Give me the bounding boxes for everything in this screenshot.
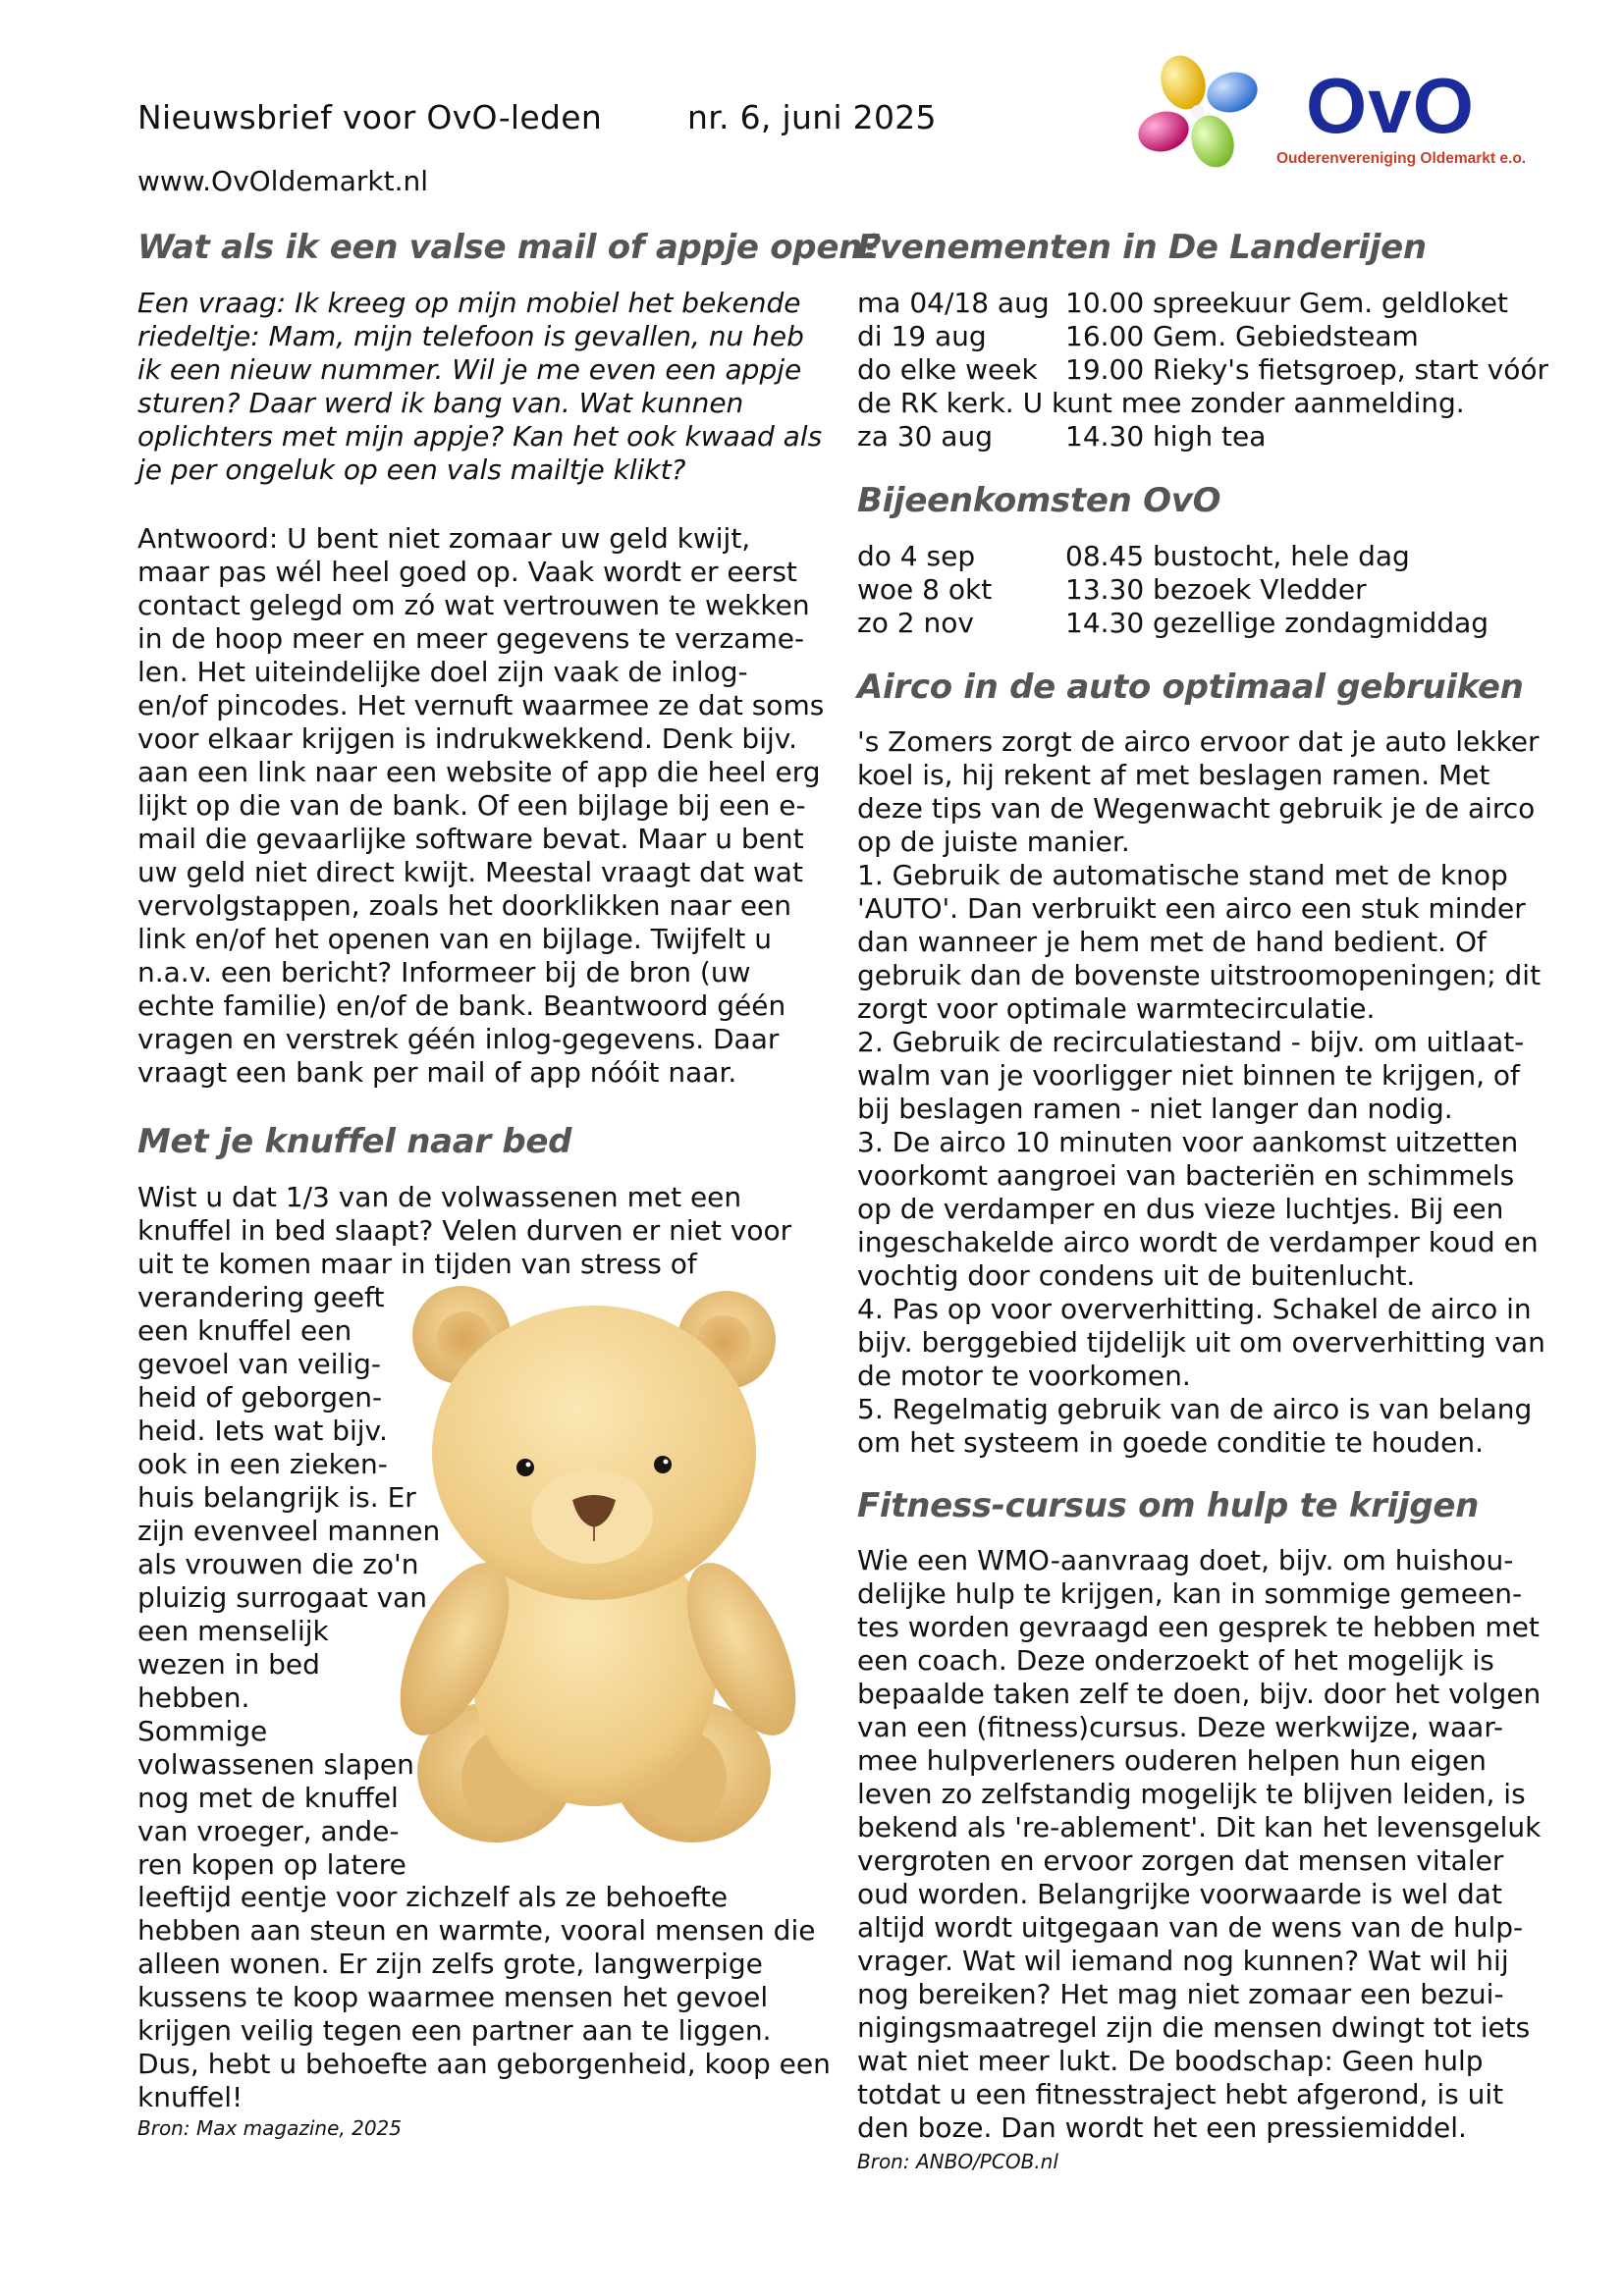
event-date: ma 04/18 aug xyxy=(857,287,1050,319)
event-date: do elke week xyxy=(857,353,1038,386)
text-line: heid of geborgen- xyxy=(137,1381,383,1414)
text-line: ren kopen op latere xyxy=(137,1848,406,1881)
text-line: uw geld niet direct kwijt. Meestal vraagt dat wat xyxy=(137,856,803,888)
ovo-logo-text: OvO xyxy=(1306,62,1475,149)
event-description: 14.30 high tea xyxy=(1065,420,1267,453)
heading-knuffel: Met je knuffel naar bed xyxy=(137,1122,572,1161)
text-line: vergroten en ervoor zorgen dat mensen vitaler xyxy=(857,1844,1504,1877)
text-line: pluizig surrogaat van xyxy=(137,1581,428,1614)
meeting-description: 13.30 bezoek Vledder xyxy=(1065,573,1367,606)
text-line: n.a.v. een bericht? Informeer bij de bron (uw xyxy=(137,956,751,988)
event-row xyxy=(857,353,1548,387)
text-line: wezen in bed xyxy=(137,1648,320,1681)
fake-mail-question xyxy=(137,287,822,487)
text-line: vrager. Wat wil iemand nog kunnen? Wat wil hij xyxy=(857,1945,1509,1977)
text-line: 3. De airco 10 minuten voor aankomst uitzetten xyxy=(857,1126,1519,1158)
meeting-date: woe 8 okt xyxy=(857,573,993,606)
text-line: 4. Pas op voor oververhitting. Schakel de airco in xyxy=(857,1293,1532,1325)
text-line: volwassenen slapen xyxy=(137,1748,414,1781)
fake-mail-answer xyxy=(137,522,824,1090)
event-row xyxy=(857,320,1548,353)
text-line: deze tips van de Wegenwacht gebruik je de airco xyxy=(857,792,1536,825)
text-line: 5. Regelmatig gebruik van de airco is van belang xyxy=(857,1393,1533,1425)
newsletter-title: Nieuwsbrief voor OvO-leden xyxy=(137,98,603,136)
text-line: oplichters met mijn appje? Kan het ook kwaad als xyxy=(137,420,823,453)
issue-number: nr. 6, juni 2025 xyxy=(687,98,937,136)
text-line: je per ongeluk op een vals mailtje klikt? xyxy=(137,454,686,486)
text-line: de motor te voorkomen. xyxy=(857,1360,1191,1392)
text-line: hebben aan steun en warmte, vooral mensen die xyxy=(137,1914,816,1947)
event-continuation: de RK kerk. U kunt mee zonder aanmelding. xyxy=(857,387,1465,419)
event-description: 16.00 Gem. Gebiedsteam xyxy=(1065,320,1419,352)
text-line: verandering geeft xyxy=(137,1281,385,1313)
text-line: koel is, hij rekent af met beslagen ramen. Met xyxy=(857,759,1490,791)
text-line: als vrouwen die zo'n xyxy=(137,1548,419,1580)
text-line: huis belangrijk is. Er xyxy=(137,1481,416,1514)
text-line: alleen wonen. Er zijn zelfs grote, langwerpige xyxy=(137,1948,763,1980)
text-line: knuffel! xyxy=(137,2081,244,2113)
event-date: za 30 aug xyxy=(857,420,993,453)
text-line: nigingsmaatregel zijn die mensen dwingt tot iets xyxy=(857,2011,1531,2044)
text-line: krijgen veilig tegen een partner aan te liggen. xyxy=(137,2014,772,2047)
heading-meetings-ovo: Bijeenkomsten OvO xyxy=(857,481,1221,520)
text-line: riedeltje: Mam, mijn telefoon is gevallen, nu heb xyxy=(137,320,804,352)
text-line: altijd wordt uitgegaan van de wens van de hulp- xyxy=(857,1911,1524,1944)
text-line: knuffel in bed slaapt? Velen durven er niet voor xyxy=(137,1214,792,1247)
fitness-source: Bron: ANBO/PCOB.nl xyxy=(857,2150,1058,2173)
text-line: den boze. Dan wordt het een pressiemiddel. xyxy=(857,2111,1467,2144)
text-line: zijn evenveel mannen xyxy=(137,1515,441,1547)
text-line: Wist u dat 1/3 van de volwassenen met een xyxy=(137,1181,742,1213)
meeting-description: 08.45 bustocht, hele dag xyxy=(1065,540,1410,572)
event-row xyxy=(857,420,1548,454)
text-line: nog met de knuffel xyxy=(137,1782,399,1814)
ovo-flower-logo xyxy=(1129,51,1267,174)
knuffel-closing xyxy=(137,1881,831,2114)
meeting-row xyxy=(857,573,1489,607)
event-row xyxy=(857,287,1548,320)
text-line: van vroeger, ande- xyxy=(137,1815,400,1847)
text-line: voorkomt aangroei van bacteriën en schimmels xyxy=(857,1159,1515,1192)
text-line: heid. Iets wat bijv. xyxy=(137,1415,388,1447)
text-line: een knuffel een xyxy=(137,1314,352,1347)
text-line: van een (fitness)cursus. Deze werkwijze, waar- xyxy=(857,1711,1504,1743)
text-line: Wie een WMO-aanvraag doet, bijv. om huishou- xyxy=(857,1544,1514,1576)
text-line: 1. Gebruik de automatische stand met de knop xyxy=(857,859,1508,891)
text-line: ik een nieuw nummer. Wil je me even een appje xyxy=(137,353,802,386)
text-line: tes worden gevraagd een gesprek te hebben met xyxy=(857,1611,1540,1643)
text-line: walm van je voorligger niet binnen te krijgen, of xyxy=(857,1059,1520,1092)
text-line: en/of pincodes. Het vernuft waarmee ze dat soms xyxy=(137,689,825,721)
text-line: 'AUTO'. Dan verbruikt een airco een stuk minder xyxy=(857,892,1526,925)
text-line: een coach. Deze onderzoekt of het mogelijk is xyxy=(857,1644,1494,1677)
heading-fitness: Fitness-cursus om hulp te krijgen xyxy=(857,1486,1480,1525)
text-line: ingeschakelde airco wordt de verdamper koud en xyxy=(857,1226,1539,1258)
text-line: vraagt een bank per mail of app nóóit naar. xyxy=(137,1056,737,1089)
text-line: sturen? Daar werd ik bang van. Wat kunnen xyxy=(137,387,744,419)
knuffel-intro xyxy=(137,1181,791,1281)
text-line: om het systeem in goede conditie te houden. xyxy=(857,1426,1485,1459)
meeting-date: zo 2 nov xyxy=(857,607,974,639)
text-line: kussens te koop waarmee mensen het gevoel xyxy=(137,1981,769,2013)
meeting-row xyxy=(857,607,1489,640)
text-line: leeftijd eentje voor zichzelf als ze behoefte xyxy=(137,1881,729,1913)
text-line: oud worden. Belangrijke voorwaarde is wel dat xyxy=(857,1878,1502,1910)
text-line: len. Het uiteindelijke doel zijn vaak de inlog- xyxy=(137,656,748,688)
event-date: di 19 aug xyxy=(857,320,987,352)
text-line: bijv. berggebied tijdelijk uit om oververhitting van xyxy=(857,1326,1545,1359)
text-line: op de juiste manier. xyxy=(857,826,1130,858)
text-line: Een vraag: Ik kreeg op mijn mobiel het bekende xyxy=(137,287,801,319)
text-line: dan wanneer je hem met de hand bedient. Of xyxy=(857,926,1487,958)
text-line: ook in een zieken- xyxy=(137,1448,388,1480)
meeting-description: 14.30 gezellige zondagmiddag xyxy=(1065,607,1489,639)
airco-body xyxy=(857,725,1545,1460)
text-line: Antwoord: U bent niet zomaar uw geld kwijt, xyxy=(137,522,751,555)
text-line: maar pas wél heel goed op. Vaak wordt er eerst xyxy=(137,556,797,588)
text-line: echte familie) en/of de bank. Beantwoord géén xyxy=(137,989,786,1022)
text-line: op de verdamper en dus vieze luchtjes. Bij een xyxy=(857,1193,1504,1225)
text-line: mail die gevaarlijke software bevat. Maar u bent xyxy=(137,823,804,855)
text-line: in de hoop meer en meer gegevens te verzame- xyxy=(137,622,805,655)
website-url[interactable]: www.OvOldemarkt.nl xyxy=(137,165,429,197)
knuffel-source: Bron: Max magazine, 2025 xyxy=(137,2116,402,2140)
meeting-row xyxy=(857,540,1489,573)
fitness-body xyxy=(857,1544,1541,2145)
text-line: link en/of het openen van en bijlage. Twijfelt u xyxy=(137,923,773,955)
text-line: leven zo zelfstandig mogelijk te blijven leiden, is xyxy=(857,1778,1526,1810)
heading-airco: Airco in de auto optimaal gebruiken xyxy=(857,667,1524,707)
text-line: delijke hulp te krijgen, kan in sommige gemeen- xyxy=(857,1577,1523,1610)
text-line: gevoel van veilig- xyxy=(137,1348,381,1380)
text-line: contact gelegd om zó wat vertrouwen te wekken xyxy=(137,589,810,621)
text-line: vragen en verstrek géén inlog-gegevens. Daar xyxy=(137,1023,780,1055)
text-line: vervolgstappen, zoals het doorklikken naar een xyxy=(137,889,792,922)
ovo-logo-subtitle: Ouderenvereniging Oldemarkt e.o. xyxy=(1276,150,1527,167)
event-description: 19.00 Rieky's fietsgroep, start vóór xyxy=(1065,353,1548,386)
text-line: bij beslagen ramen - niet langer dan nodig. xyxy=(857,1093,1453,1125)
meeting-date: do 4 sep xyxy=(857,540,976,572)
heading-events-landerijen: Evenementen in De Landerijen xyxy=(857,228,1427,267)
text-line: bekend als 're-ablement'. Dit kan het levensgeluk xyxy=(857,1811,1542,1843)
text-line: zorgt voor optimale warmtecirculatie. xyxy=(857,992,1376,1025)
text-line: totdat u een fitnesstraject hebt afgerond, is uit xyxy=(857,2078,1504,2110)
text-line: Sommige xyxy=(137,1715,268,1747)
text-line: Dus, hebt u behoefte aan geborgenheid, koop een xyxy=(137,2048,831,2080)
text-line: hebben. xyxy=(137,1682,250,1714)
text-line: vochtig door condens uit de buitenlucht. xyxy=(857,1259,1416,1292)
text-line: aan een link naar een website of app die heel erg xyxy=(137,756,821,788)
text-line: bepaalde taken zelf te doen, bijv. door het volgen xyxy=(857,1678,1542,1710)
event-description: 10.00 spreekuur Gem. geldloket xyxy=(1065,287,1508,319)
text-line: lijkt op die van de bank. Of een bijlage bij een e- xyxy=(137,789,806,822)
events-landerijen-list xyxy=(857,287,1548,454)
text-line: wat niet meer lukt. De boodschap: Geen hulp xyxy=(857,2045,1484,2077)
heading-fake-mail: Wat als ik een valse mail of appje open? xyxy=(137,228,882,267)
text-line: gebruik dan de bovenste uitstroomopeningen; dit xyxy=(857,959,1542,991)
teddy-bear-image xyxy=(388,1276,849,1855)
text-line: nog bereiken? Het mag niet zomaar een bezui- xyxy=(857,1978,1504,2010)
text-line: uit te komen maar in tijden van stress of xyxy=(137,1248,697,1280)
meetings-ovo-list xyxy=(857,540,1489,640)
text-line: een menselijk xyxy=(137,1615,329,1647)
text-line: mee hulpverleners ouderen helpen hun eigen xyxy=(857,1744,1487,1777)
text-line: voor elkaar krijgen is indrukwekkend. Denk bijv. xyxy=(137,722,798,755)
text-line: 2. Gebruik de recirculatiestand - bijv. om uitlaat- xyxy=(857,1026,1525,1058)
text-line: 's Zomers zorgt de airco ervoor dat je auto lekker xyxy=(857,725,1540,758)
